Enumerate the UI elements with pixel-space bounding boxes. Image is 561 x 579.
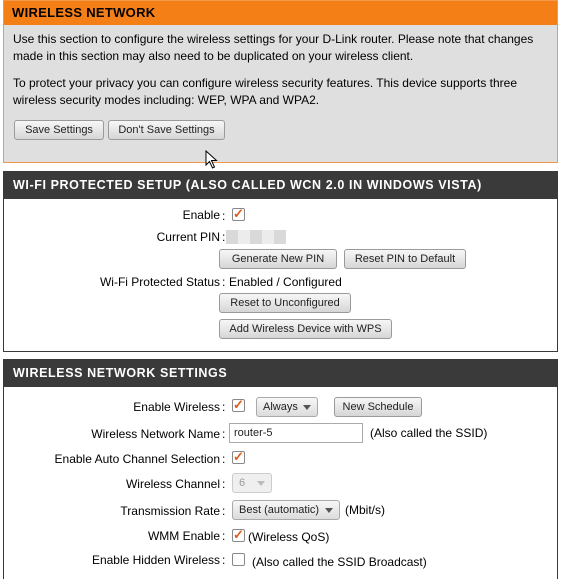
ssid-broadcast-note: (Also called the SSID Broadcast): [252, 555, 427, 569]
wps-title: WI-FI PROTECTED SETUP (ALSO CALLED WCN 2.0 IN WINDOWS VISTA): [4, 172, 557, 199]
schedule-select-value: Always: [263, 401, 298, 413]
wps-enable-label: Enable: [182, 208, 220, 222]
hidden-wireless-label: Enable Hidden Wireless: [91, 553, 220, 567]
network-name-label: Wireless Network Name: [91, 427, 220, 441]
reset-unconfigured-button[interactable]: Reset to Unconfigured: [219, 293, 351, 313]
colon: :: [222, 452, 226, 466]
wps-status-label: Wi-Fi Protected Status: [99, 275, 220, 289]
auto-channel-checkbox[interactable]: [232, 451, 245, 464]
dont-save-settings-button[interactable]: Don't Save Settings: [108, 120, 225, 140]
chevron-down-icon: [325, 508, 333, 513]
transmission-rate-select[interactable]: [232, 500, 340, 520]
schedule-select[interactable]: [256, 397, 318, 417]
new-schedule-button[interactable]: New Schedule: [334, 397, 422, 417]
network-name-input[interactable]: [229, 423, 363, 443]
wps-status-value: Enabled / Configured: [229, 275, 342, 289]
transmission-rate-label: Transmission Rate: [120, 504, 220, 518]
wireless-channel-label: Wireless Channel: [125, 477, 220, 491]
intro-title: WIRELESS NETWORK: [4, 1, 557, 25]
wireless-settings-section: [3, 359, 558, 579]
colon: :: [222, 209, 226, 223]
chevron-down-icon: [303, 405, 311, 410]
colon: :: [222, 504, 226, 518]
wireless-channel-value: 6: [239, 477, 246, 489]
hidden-wireless-checkbox[interactable]: [232, 553, 245, 566]
mouse-cursor-icon: [205, 150, 219, 170]
intro-paragraph-2: To protect your privacy you can configure wireless security features. This device supports three wireless security modes including: WEP, WPA and WPA2.: [13, 76, 518, 107]
wireless-channel-select[interactable]: [232, 473, 272, 493]
rate-unit: (Mbit/s): [345, 503, 385, 517]
enable-wireless-label: Enable Wireless: [133, 400, 220, 414]
current-pin-label: Current PIN: [156, 230, 220, 244]
intro-paragraph-1: Use this section to configure the wireless settings for your D-Link router. Please note that changes made in this section may also need to be duplicated on your wireless client.: [13, 32, 534, 63]
wps-enable-checkbox[interactable]: [232, 208, 245, 221]
enable-wireless-checkbox[interactable]: [232, 399, 245, 412]
colon: :: [222, 230, 226, 244]
auto-channel-label: Enable Auto Channel Selection: [54, 452, 220, 466]
current-pin-value-redacted: [226, 230, 286, 244]
wmm-enable-checkbox[interactable]: [232, 529, 245, 542]
colon: :: [222, 553, 226, 567]
colon: :: [222, 477, 226, 491]
wps-section: [3, 171, 558, 352]
wmm-enable-label: WMM Enable: [147, 529, 220, 543]
transmission-rate-value: Best (automatic): [239, 504, 320, 516]
chevron-down-icon: [257, 481, 265, 486]
wireless-settings-title: WIRELESS NETWORK SETTINGS: [4, 360, 557, 387]
wmm-note: (Wireless QoS): [248, 530, 330, 544]
reset-pin-default-button[interactable]: Reset PIN to Default: [344, 249, 466, 269]
colon: :: [222, 529, 226, 543]
ssid-note: (Also called the SSID): [370, 426, 488, 440]
colon: :: [222, 400, 226, 414]
add-wireless-device-wps-button[interactable]: Add Wireless Device with WPS: [219, 319, 392, 339]
colon: :: [222, 275, 226, 289]
save-settings-button[interactable]: Save Settings: [14, 120, 104, 140]
intro-section: [3, 0, 558, 163]
colon: :: [222, 427, 226, 441]
generate-new-pin-button[interactable]: Generate New PIN: [219, 249, 337, 269]
